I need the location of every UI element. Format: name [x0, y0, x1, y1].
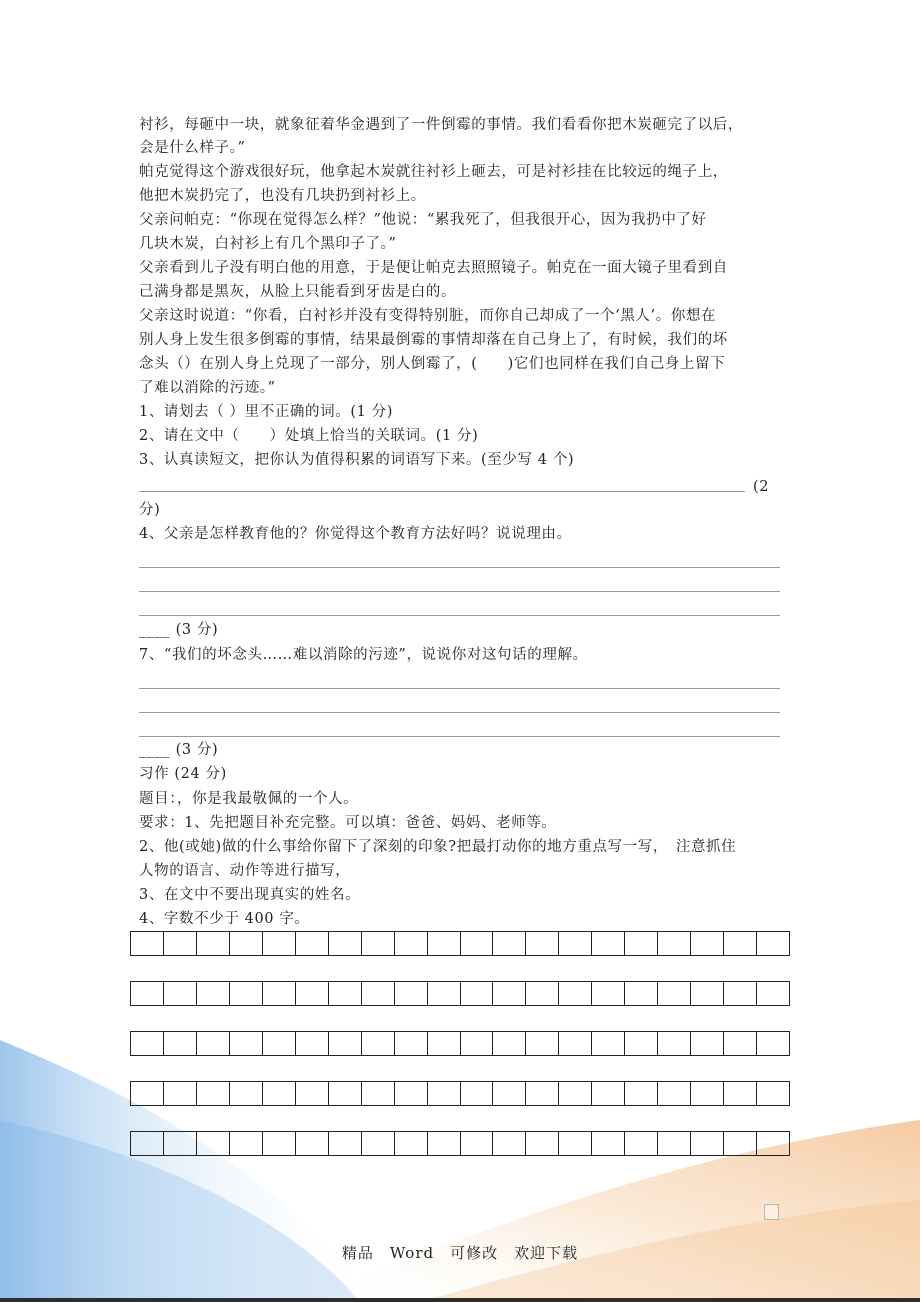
question-3-score: (2: [753, 479, 770, 495]
grid-cell[interactable]: [493, 1082, 526, 1105]
grid-cell[interactable]: [230, 1082, 263, 1105]
question-4: 4、父亲是怎样教育他的？你觉得这个教育方法好吗？说说理由。: [139, 526, 572, 542]
grid-cell[interactable]: [691, 1132, 724, 1155]
grid-cell[interactable]: [263, 1132, 296, 1155]
answer-line[interactable]: [139, 615, 780, 616]
passage-line: 帕克觉得这个游戏很好玩，他拿起木炭就往衬衫上砸去，可是衬衫挂在比较远的绳子上，: [139, 164, 728, 180]
grid-cell[interactable]: [526, 982, 559, 1005]
page-marker: [764, 1204, 779, 1220]
passage-line: 念头（）在别人身上兑现了一部分，别人倒霉了，( )它们也同样在我们自己身上留下: [139, 356, 726, 372]
grid-cell[interactable]: [493, 982, 526, 1005]
grid-cell[interactable]: [395, 982, 428, 1005]
question-7: 7、“我们的坏念头……难以消除的污迹”，说说你对这句话的理解。: [139, 647, 588, 663]
question-3-score-unit: 分): [139, 502, 161, 518]
footer-text: 精品 Word 可修改 欢迎下载: [341, 1244, 579, 1262]
grid-cell[interactable]: [329, 1082, 362, 1105]
grid-cell[interactable]: [559, 932, 592, 955]
grid-cell[interactable]: [592, 1082, 625, 1105]
grid-cell[interactable]: [131, 932, 164, 955]
passage-line: 衬衫，每砸中一块，就象征着华金遇到了一件倒霉的事情。我们看看你把木炭砸完了以后，: [139, 117, 743, 133]
grid-cell[interactable]: [197, 982, 230, 1005]
grid-cell[interactable]: [757, 1082, 789, 1105]
grid-cell[interactable]: [724, 1132, 757, 1155]
grid-cell[interactable]: [526, 1032, 559, 1055]
grid-cell[interactable]: [625, 982, 658, 1005]
grid-cell[interactable]: [362, 1132, 395, 1155]
grid-cell[interactable]: [362, 982, 395, 1005]
writing-requirement: 4、字数不少于 400 字。: [139, 911, 310, 927]
answer-line[interactable]: [139, 591, 780, 592]
bottom-bar: [0, 1298, 920, 1302]
grid-cell[interactable]: [395, 1032, 428, 1055]
grid-cell[interactable]: [526, 1082, 559, 1105]
passage-line: 父亲问帕克：“你现在觉得怎么样？”他说：“累我死了，但我很开心，因为我扔中了好: [139, 212, 707, 228]
grid-cell[interactable]: [461, 1032, 494, 1055]
grid-cell[interactable]: [461, 932, 494, 955]
grid-cell[interactable]: [757, 982, 789, 1005]
grid-cell[interactable]: [164, 1082, 197, 1105]
grid-cell[interactable]: [724, 932, 757, 955]
grid-cell[interactable]: [658, 932, 691, 955]
grid-cell[interactable]: [757, 1132, 789, 1155]
passage-line: 会是什么样子。”: [139, 140, 246, 156]
grid-cell[interactable]: [592, 1032, 625, 1055]
grid-cell[interactable]: [428, 982, 461, 1005]
grid-cell[interactable]: [625, 932, 658, 955]
grid-cell[interactable]: [362, 1032, 395, 1055]
grid-cell[interactable]: [164, 1132, 197, 1155]
grid-cell[interactable]: [296, 1082, 329, 1105]
grid-cell[interactable]: [131, 1032, 164, 1055]
passage-line: 他把木炭扔完了，也没有几块扔到衬衫上。: [139, 188, 426, 204]
grid-cell[interactable]: [493, 1032, 526, 1055]
grid-cell[interactable]: [757, 1032, 789, 1055]
grid-cell[interactable]: [230, 932, 263, 955]
question-4-score: ____ (3 分): [139, 622, 219, 638]
grid-cell[interactable]: [263, 1032, 296, 1055]
grid-cell[interactable]: [329, 1032, 362, 1055]
passage-line: 了难以消除的污迹。”: [139, 380, 276, 396]
grid-cell[interactable]: [296, 1032, 329, 1055]
grid-cell[interactable]: [658, 1132, 691, 1155]
writing-topic: 题目：，你是我最敬佩的一个人。: [139, 791, 359, 807]
answer-line[interactable]: [139, 736, 780, 737]
grid-cell[interactable]: [428, 932, 461, 955]
grid-cell[interactable]: [164, 1032, 197, 1055]
grid-cell[interactable]: [592, 982, 625, 1005]
grid-cell[interactable]: [395, 1082, 428, 1105]
grid-cell[interactable]: [329, 1132, 362, 1155]
grid-cell[interactable]: [592, 932, 625, 955]
writing-requirement: 要求：1、先把题目补充完整。可以填：爸爸、妈妈、老师等。: [139, 815, 557, 831]
grid-row[interactable]: [130, 931, 790, 956]
writing-requirement: 3、在文中不要出现真实的姓名。: [139, 887, 361, 903]
grid-cell[interactable]: [263, 982, 296, 1005]
grid-cell[interactable]: [724, 1082, 757, 1105]
grid-cell[interactable]: [230, 982, 263, 1005]
grid-cell[interactable]: [197, 1132, 230, 1155]
grid-cell[interactable]: [428, 1132, 461, 1155]
grid-row[interactable]: [130, 981, 790, 1006]
grid-cell[interactable]: [164, 982, 197, 1005]
grid-cell[interactable]: [691, 1082, 724, 1105]
grid-cell[interactable]: [164, 932, 197, 955]
grid-cell[interactable]: [131, 982, 164, 1005]
grid-cell[interactable]: [559, 1082, 592, 1105]
grid-cell[interactable]: [296, 932, 329, 955]
grid-cell[interactable]: [230, 1132, 263, 1155]
grid-cell[interactable]: [197, 1082, 230, 1105]
grid-cell[interactable]: [395, 1132, 428, 1155]
answer-line[interactable]: [139, 712, 780, 713]
grid-cell[interactable]: [625, 1132, 658, 1155]
grid-cell[interactable]: [625, 1032, 658, 1055]
grid-cell[interactable]: [197, 932, 230, 955]
grid-cell[interactable]: [724, 982, 757, 1005]
grid-cell[interactable]: [197, 1032, 230, 1055]
grid-cell[interactable]: [559, 1132, 592, 1155]
grid-cell[interactable]: [428, 1032, 461, 1055]
grid-cell[interactable]: [428, 1082, 461, 1105]
passage-line: 别人身上发生很多倒霉的事情，结果最倒霉的事情却落在自己身上了，有时候，我们的坏: [139, 332, 728, 348]
grid-cell[interactable]: [592, 1132, 625, 1155]
grid-cell[interactable]: [362, 932, 395, 955]
question-2: 2、请在文中（ ）处填上恰当的关联词。(1 分): [139, 428, 479, 444]
answer-line[interactable]: [139, 491, 745, 492]
grid-row[interactable]: [130, 1031, 790, 1056]
grid-cell[interactable]: [296, 1132, 329, 1155]
grid-cell[interactable]: [461, 1132, 494, 1155]
grid-cell[interactable]: [131, 1132, 164, 1155]
answer-line[interactable]: [139, 567, 780, 568]
grid-cell[interactable]: [131, 1082, 164, 1105]
grid-cell[interactable]: [461, 982, 494, 1005]
grid-cell[interactable]: [691, 1032, 724, 1055]
grid-cell[interactable]: [296, 982, 329, 1005]
grid-cell[interactable]: [329, 932, 362, 955]
passage-line: 己满身都是黑灰，从脸上只能看到牙齿是白的。: [139, 284, 457, 300]
grid-cell[interactable]: [691, 982, 724, 1005]
grid-row[interactable]: [130, 1131, 790, 1156]
question-7-score: ____ (3 分): [139, 742, 219, 758]
grid-cell[interactable]: [230, 1032, 263, 1055]
grid-cell[interactable]: [263, 932, 296, 955]
grid-cell[interactable]: [395, 932, 428, 955]
grid-row[interactable]: [130, 1081, 790, 1106]
passage-line: 几块木炭，白衬衫上有几个黑印子了。”: [139, 236, 397, 252]
grid-cell[interactable]: [658, 1082, 691, 1105]
grid-cell[interactable]: [724, 1032, 757, 1055]
grid-cell[interactable]: [757, 932, 789, 955]
answer-line[interactable]: [139, 688, 780, 689]
grid-cell[interactable]: [493, 1132, 526, 1155]
passage-line: 父亲这时说道：“你看，白衬衫并没有变得特别脏，而你自己却成了一个‘黑人’。你想在: [139, 308, 717, 324]
grid-cell[interactable]: [658, 1032, 691, 1055]
grid-cell[interactable]: [559, 1032, 592, 1055]
question-3: 3、认真读短文，把你认为值得积累的词语写下来。(至少写 4 个): [139, 452, 575, 468]
grid-cell[interactable]: [625, 1082, 658, 1105]
grid-cell[interactable]: [362, 1082, 395, 1105]
writing-heading: 习作 (24 分): [139, 766, 227, 782]
grid-cell[interactable]: [461, 1082, 494, 1105]
writing-requirement: 2、他(或她)做的什么事给你留下了深刻的印象?把最打动你的地方重点写一写， 注意抓住: [139, 839, 737, 855]
question-1: 1、请划去（ ）里不正确的词。(1 分): [139, 404, 393, 420]
grid-cell[interactable]: [329, 982, 362, 1005]
grid-cell[interactable]: [493, 932, 526, 955]
passage-line: 父亲看到儿子没有明白他的用意，于是便让帕克去照照镜子。帕克在一面大镜子里看到自: [139, 260, 728, 276]
grid-cell[interactable]: [263, 1082, 296, 1105]
writing-requirement: 人物的语言、动作等进行描写，: [139, 863, 351, 879]
grid-cell[interactable]: [691, 932, 724, 955]
grid-cell[interactable]: [526, 932, 559, 955]
grid-cell[interactable]: [658, 982, 691, 1005]
grid-cell[interactable]: [526, 1132, 559, 1155]
grid-cell[interactable]: [559, 982, 592, 1005]
